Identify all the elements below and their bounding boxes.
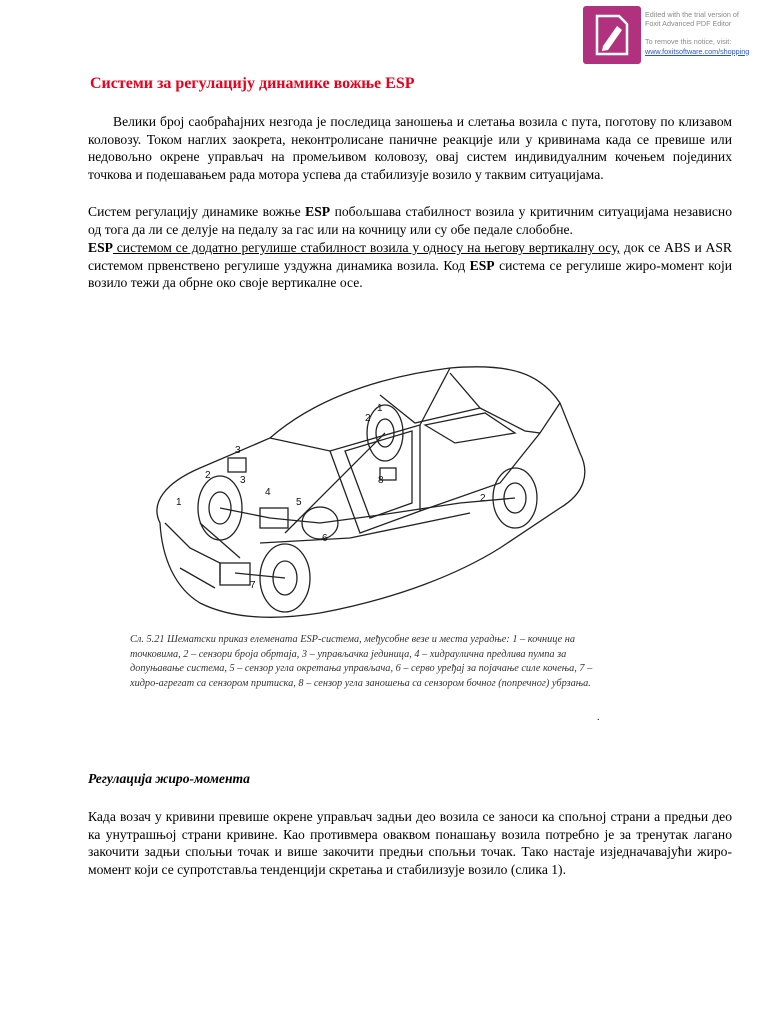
fig-label-1b: 1: [377, 403, 383, 414]
paragraph-4: Када возач у кривини превише окрене управљач задњи део возила се заноси ка спољној страни а предњи део ка унутрашњој страни кривине. Као противмера оваквом понашању возила потребно је за тренутак лагано закочити задњи спољњи точак и више закочити предњи спољњи точак. Тако настаје изједначавајући жиро-момент који се супротставља тенденцији скретања и стабилизује возило (слика 1).: [88, 809, 732, 877]
fig-label-3b: 3: [240, 475, 246, 486]
paragraph-2: Систем регулацију динамике вожње ESP побољшава стабилност возила у критичним ситуацијама независно од тога да ли се делује на педалу за гас или на кочницу или су обе педале слобобне.: [88, 204, 733, 237]
watermark-line1: Edited with the trial version of: [645, 10, 739, 19]
section-subheading: Регулација жиро-момента: [88, 771, 250, 786]
foxit-watermark: [583, 6, 763, 68]
stray-dot: .: [597, 712, 600, 723]
fig-label-3: 3: [235, 445, 241, 456]
fig-label-4: 4: [265, 487, 271, 498]
car-drawing: [120, 333, 604, 633]
paragraph-1: Велики број саобраћајних незгода је последица заношења и слетања возила с пута, поготову по клизавом коловозу. Током наглих заокрета, неконтролисане паничне реакције или у кривинама када се превише или недовољно окрене управљач на промељивом коловозу, овај систем индивидуалним кочењем појединих точкова и подешавањем рада мотора успева да стабилизује возило у таквим ситуацијама.: [88, 114, 732, 182]
fig-label-2b: 2: [365, 413, 371, 424]
paragraph-3: ESP системом се додатно регулише стабилност возила у односу на његову вертикалну осу, док се ABS и ASR системом првенствено регулише уздужна динамика возила. Код ESP система се регулише жиро-момент који возило тежи да обрне око своје вертикалне осе.: [88, 240, 733, 291]
fig-label-1: 1: [176, 497, 182, 508]
fig-label-2: 2: [205, 470, 211, 481]
page-title: Системи за регулацију динамике вожње ESP: [90, 75, 415, 92]
fig-label-5: 5: [296, 497, 302, 508]
watermark-link[interactable]: www.foxitsoftware.com/shopping: [645, 46, 750, 56]
fig-label-2c: 2: [480, 493, 486, 504]
figure-caption: Сл. 5.21 Шематски приказ елемената ESP-система, међусобне везе и места уградње: 1 – кочнице на точковима, 2 – сензори броја обртаја, 3 – управљачка јединица, 4 – хидраулична предлива пумпа за допуњавање система, 5 – сензор угла окретања управљача, 6 – серво уређај за појачање силе кочења, 7 – хидро-агрегат са сензором притиска, 8 – сензор угла заношења са сензором бочног (попречног) убрзања.: [130, 634, 593, 689]
fig-label-6: 6: [322, 533, 328, 544]
fig-label-8: 8: [378, 475, 384, 486]
watermark-line2: Foxit Advanced PDF Editor: [645, 19, 732, 29]
pen-edit-icon: [583, 6, 641, 64]
fig-label-7: 7: [250, 580, 256, 591]
watermark-line3: To remove this notice, visit:: [645, 37, 732, 47]
